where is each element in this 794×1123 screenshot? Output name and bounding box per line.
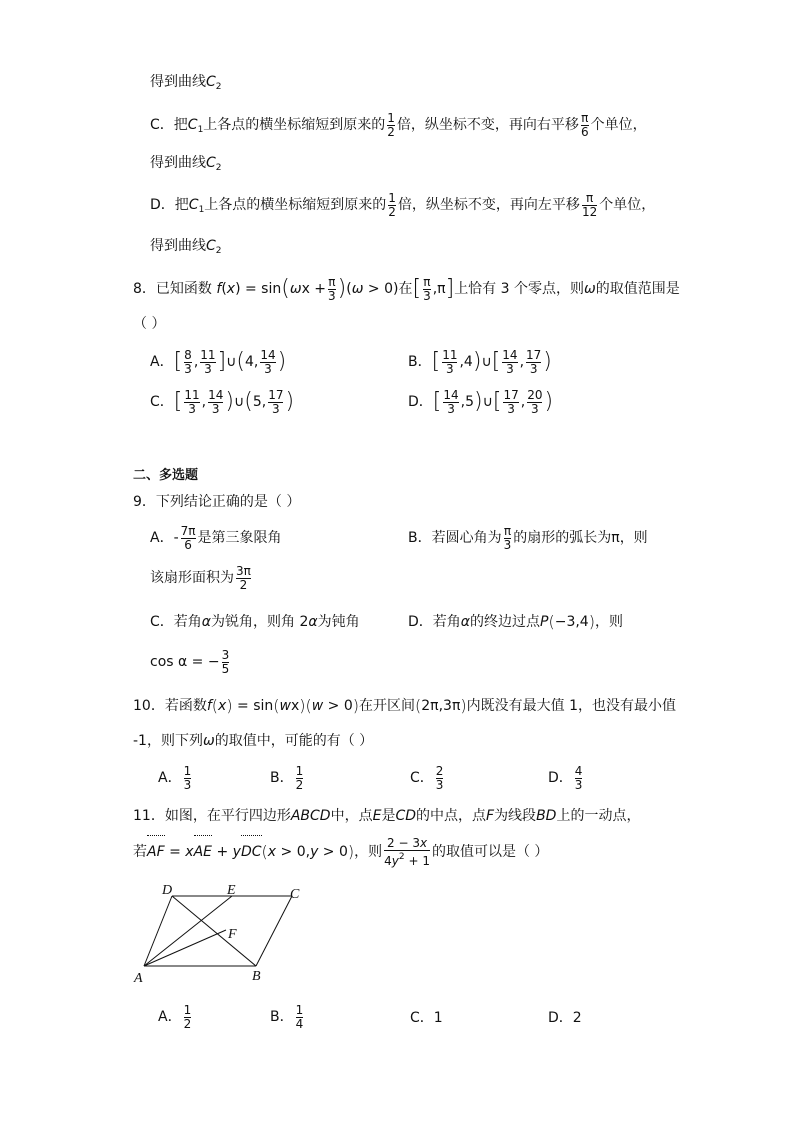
q9-option-a: A．- $\frac{7\pi}{6}$ 是第三象限角	[150, 523, 282, 552]
q11-line2: 若AF = xAE + yDC(x > 0,y > 0)，则 $\frac{2 - 3x}{4y^2 + 1}$ 的取值可以是（ ）	[133, 835, 549, 868]
q7-option-d: D．把$C_1$上各点的横坐标缩短到原来的 $\frac{1}{2}$ 倍，纵坐标不变，再向左平移 $\frac{\pi}{12}$ 个单位，	[150, 190, 656, 219]
segment-bd	[172, 896, 256, 966]
q8-option-a: A．[ $\frac{8}{3}$ , $\frac{11}{3}$ ]∪(4, $\frac{14}{3}$ )	[150, 347, 287, 376]
q10-line2: -1，则下列ω的取值中，可能的有（ ）	[133, 733, 374, 749]
q10-option-c: C． $\frac{2}{3}$	[410, 763, 444, 792]
q9-option-c: C．若角α为锐角，则角 2α为钝角	[150, 614, 360, 630]
q10-option-d: D． $\frac{4}{3}$	[548, 763, 583, 792]
q9-option-d-line2: cos α = − $\frac{3}{5}$	[150, 647, 230, 676]
q11-option-b: B． $\frac{1}{4}$	[270, 1002, 304, 1031]
q11-option-c: C．1	[410, 1010, 443, 1026]
q11-option-d: D．2	[548, 1010, 582, 1026]
q7-option-c: C．把$C_1$上各点的横坐标缩短到原来的 $\frac{1}{2}$ 倍，纵坐标不变，再向右平移 $\frac{\pi}{6}$ 个单位，	[150, 110, 647, 139]
q7-line3: 得到曲线$C_2$	[150, 155, 222, 173]
section-title: 二、多选题	[133, 468, 199, 483]
q11-stem: 11．如图，在平行四边形ABCD中，点E是CD的中点，点F为线段BD上的一动点，	[133, 808, 641, 824]
parallelogram-figure	[128, 880, 328, 990]
side-bc	[256, 896, 292, 966]
q8-stem: 8．已知函数 f(x) = sin(ωx + $\frac{\pi}{3}$ )(ω > 0)在[ $\frac{\pi}{3}$ ,π]上恰有 3 个零点，则ω的取值范围是	[133, 274, 680, 303]
q7-line5: 得到曲线$C_2$	[150, 238, 222, 256]
label-d: D	[162, 883, 173, 898]
q8-option-b: B．[ $\frac{11}{3}$ ,4)∪[ $\frac{14}{3}$ , $\frac{17}{3}$ )	[408, 347, 552, 376]
q8-paren: （ ）	[133, 316, 166, 332]
label-e: E	[227, 883, 236, 898]
q9-option-b-line2: 该扇形面积为 $\frac{3\pi}{2}$	[150, 563, 251, 592]
q10-option-a: A． $\frac{1}{3}$	[158, 763, 192, 792]
label-a: A	[134, 971, 143, 986]
q7-line1: 得到曲线$C_2$	[150, 74, 222, 92]
label-f: F	[228, 927, 237, 942]
label-c: C	[290, 887, 300, 902]
q10-option-b: B． $\frac{1}{2}$	[270, 763, 304, 792]
q10-stem: 10．若函数f(x) = sin(wx)(w > 0)在开区间(2π,3π)内既没有最大值 1，也没有最小值	[133, 696, 676, 715]
segment-ae	[144, 896, 232, 966]
label-b: B	[252, 969, 261, 984]
q8-option-c: C．[ $\frac{11}{3}$ , $\frac{14}{3}$ )∪(5, $\frac{17}{3}$ )	[150, 387, 295, 416]
q11-option-a: A． $\frac{1}{2}$	[158, 1002, 192, 1031]
q9-option-d: D．若角α的终边过点P(−3,4)，则	[408, 612, 623, 631]
q8-option-d: D．[ $\frac{14}{3}$ ,5)∪[ $\frac{17}{3}$ , $\frac{20}{3}$ )	[408, 387, 554, 416]
q9-stem: 9．下列结论正确的是（ ）	[133, 494, 301, 510]
q9-option-b: B．若圆心角为 $\frac{\pi}{3}$ 的扇形的弧长为π，则	[408, 523, 648, 552]
